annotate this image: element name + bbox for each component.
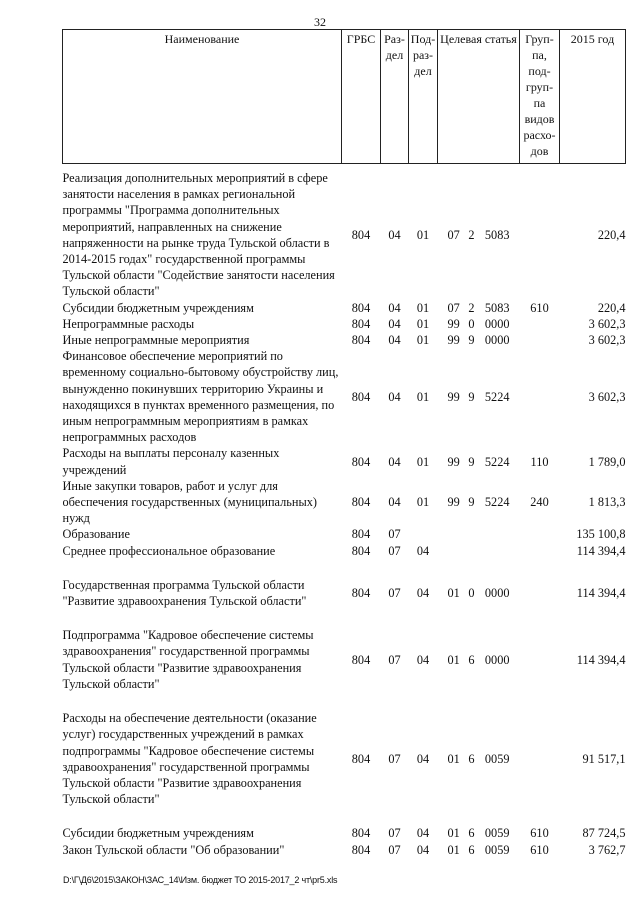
row-grbs: 804: [351, 585, 371, 600]
row-group: [520, 316, 560, 332]
row-grbs: 804: [351, 652, 371, 667]
table-row: [63, 478, 626, 527]
col-header-target: Целевая статья: [438, 30, 520, 164]
row-target-subprogram: 6: [468, 751, 475, 766]
row-razdel: 07: [388, 751, 401, 766]
table-row: [63, 170, 626, 300]
row-name: Субсидии бюджетным учреждениям: [62, 826, 254, 841]
row-name: Иные непрограммные мероприятия: [62, 333, 250, 348]
row-spacer: [63, 692, 626, 710]
row-target-direction: 5083: [484, 300, 510, 315]
row-grbs: 804: [351, 227, 371, 242]
row-amount: 220,4: [597, 300, 626, 315]
row-target-direction: 5224: [484, 495, 510, 510]
table-row: [63, 445, 626, 477]
row-target: [438, 445, 520, 477]
table-row: [63, 348, 626, 445]
row-target: [438, 170, 520, 300]
row-podrazdel: 04: [416, 543, 430, 558]
table-row: [63, 825, 626, 841]
col-header-podrazdel: Под-раз-дел: [409, 30, 438, 164]
row-group: 240: [530, 495, 549, 510]
row-razdel: 04: [388, 227, 401, 242]
row-target-subprogram: 9: [468, 454, 475, 469]
row-target-subprogram: 2: [468, 227, 475, 242]
row-target: [438, 300, 520, 316]
row-group: [520, 348, 560, 445]
row-podrazdel: 01: [416, 300, 430, 315]
row-target-program: 99: [447, 333, 460, 348]
table-row: [63, 526, 626, 542]
row-amount: 3 602,3: [588, 316, 626, 331]
row-group: 110: [530, 454, 549, 469]
file-path-footer: D:\Г\Д6\2015\ЗАКОН\ЗАС_14\Изм. бюджет ТО 2015-2017_2 чт\pr5.xls: [63, 875, 338, 885]
col-header-group: Груп-па, под-груп-па видов расхо-дов: [520, 30, 560, 164]
row-target-subprogram: 0: [468, 585, 475, 600]
col-header-name: Наименование: [63, 30, 342, 164]
row-podrazdel: 01: [416, 454, 430, 469]
row-amount: 220,4: [597, 227, 626, 242]
row-target-subprogram: 9: [468, 333, 475, 348]
row-target: [438, 478, 520, 527]
row-name: Образование: [62, 527, 130, 542]
row-amount: 3 762,7: [588, 842, 626, 857]
row-podrazdel: 04: [416, 842, 430, 857]
table-row: [63, 543, 626, 559]
row-target-subprogram: 6: [468, 826, 475, 841]
row-target-program: 01: [447, 826, 460, 841]
table-row: [63, 842, 626, 858]
row-podrazdel: 04: [416, 751, 430, 766]
row-group: [520, 577, 560, 609]
row-target-program: 01: [447, 585, 460, 600]
row-target: [438, 842, 520, 858]
row-spacer: [63, 609, 626, 627]
row-razdel: 04: [388, 316, 401, 331]
row-target-subprogram: 2: [468, 300, 475, 315]
row-amount: 114 394,4: [576, 585, 626, 600]
page-number: 32: [314, 15, 326, 29]
row-group: [520, 710, 560, 807]
row-name: Закон Тульской области "Об образовании": [62, 842, 285, 857]
row-name: Среднее профессиональное образование: [62, 543, 276, 558]
row-name: Иные закупки товаров, работ и услуг для обеспечения государственных (муниципальных) нужд: [62, 478, 317, 526]
row-grbs: 804: [351, 751, 371, 766]
row-amount: 114 394,4: [576, 543, 626, 558]
row-target-subprogram: 6: [468, 842, 475, 857]
row-target-subprogram: 0: [468, 316, 475, 331]
row-target: [438, 543, 520, 559]
row-razdel: 04: [388, 495, 401, 510]
row-group: [520, 170, 560, 300]
row-group: 610: [530, 826, 549, 841]
row-target-direction: 0000: [484, 333, 510, 348]
row-target-subprogram: 6: [468, 652, 475, 667]
row-target: [438, 526, 520, 542]
row-grbs: 804: [351, 333, 371, 348]
row-amount: 3 602,3: [588, 333, 626, 348]
row-podrazdel: 04: [416, 585, 430, 600]
row-name: Субсидии бюджетным учреждениям: [62, 300, 254, 315]
row-target-program: 07: [447, 227, 460, 242]
row-name: Подпрограмма "Кадровое обеспечение системы здравоохранения" государственной программы Тульской области "Развитие здравоохранения Тульской области": [62, 628, 314, 691]
row-target-direction: 5083: [484, 227, 510, 242]
row-podrazdel: 04: [416, 826, 430, 841]
col-header-year: 2015 год: [560, 30, 626, 164]
row-target: [438, 332, 520, 348]
row-podrazdel: 01: [416, 389, 430, 404]
row-razdel: 04: [388, 389, 401, 404]
row-name: Государственная программа Тульской области "Развитие здравоохранения Тульской области": [62, 577, 307, 609]
row-group: [520, 543, 560, 559]
row-target-program: 01: [447, 751, 460, 766]
row-grbs: 804: [351, 316, 371, 331]
row-grbs: 804: [351, 842, 371, 857]
row-grbs: 804: [351, 454, 371, 469]
row-podrazdel: 01: [416, 333, 430, 348]
row-grbs: 804: [351, 389, 371, 404]
row-target: [438, 316, 520, 332]
row-name: Реализация дополнительных мероприятий в сфере занятости населения в рамках региональной программы "Программа дополнительных мероприятий, направленных на снижение напряженности на рынке труда Тульской области в 2014-2015 годах" государственной программы Тульской области "Содействие занятости населения Тульской области": [62, 171, 335, 299]
row-target-direction: 5224: [484, 454, 510, 469]
row-grbs: 804: [351, 527, 371, 542]
row-razdel: 04: [388, 333, 401, 348]
table-row: [63, 577, 626, 609]
row-amount: 1 789,0: [588, 454, 626, 469]
row-target: [438, 348, 520, 445]
row-razdel: 07: [388, 585, 401, 600]
row-amount: 135 100,8: [576, 527, 626, 542]
table-row: [63, 316, 626, 332]
row-grbs: 804: [351, 826, 371, 841]
row-target-program: 99: [447, 316, 460, 331]
row-podrazdel: 01: [416, 227, 430, 242]
row-target-program: 99: [447, 495, 460, 510]
row-target-subprogram: 9: [468, 389, 475, 404]
row-target-subprogram: 9: [468, 495, 475, 510]
row-target-program: 99: [447, 454, 460, 469]
row-razdel: 07: [388, 842, 401, 857]
row-grbs: 804: [351, 495, 371, 510]
row-target-program: 07: [447, 300, 460, 315]
row-target-direction: 0059: [484, 842, 510, 857]
row-grbs: 804: [351, 300, 371, 315]
row-podrazdel: 04: [416, 652, 430, 667]
row-group: [520, 526, 560, 542]
row-amount: 1 813,3: [588, 495, 626, 510]
table-header-row: [63, 30, 626, 164]
row-razdel: 07: [388, 527, 401, 542]
table-row: [63, 710, 626, 807]
row-amount: 91 517,1: [582, 751, 626, 766]
table-row: [63, 627, 626, 692]
row-razdel: 04: [388, 454, 401, 469]
row-group: 610: [530, 842, 549, 857]
row-spacer: [63, 559, 626, 577]
row-target-direction: 5224: [484, 389, 510, 404]
row-name: Расходы на обеспечение деятельности (оказание услуг) государственных учреждений в рамках подпрограммы "Кадровое обеспечение системы здравоохранения" государственной программы Тульской области "Развитие здравоохранения Тульской области": [62, 711, 317, 807]
row-target-direction: 0000: [484, 585, 510, 600]
col-header-razdel: Раз-дел: [381, 30, 409, 164]
row-target: [438, 627, 520, 692]
row-name: Непрограммные расходы: [62, 316, 195, 331]
table-row: [63, 300, 626, 316]
row-name: Расходы на выплаты персоналу казенных учреждений: [62, 446, 280, 477]
row-razdel: 07: [388, 543, 401, 558]
row-podrazdel: 01: [416, 316, 430, 331]
row-razdel: 04: [388, 300, 401, 315]
row-target-direction: 0059: [484, 826, 510, 841]
row-group: [520, 627, 560, 692]
row-amount: 3 602,3: [588, 389, 626, 404]
row-name: Финансовое обеспечение мероприятий по временному социально-бытовому обустройству лиц, вынужденно покинувших территорию Украины и находящихся в пунктах временного размещения, по иным непрограммным мероприятиям в рамках непрограммных расходов: [62, 349, 339, 445]
row-group: 610: [530, 300, 549, 315]
budget-table: [62, 29, 626, 858]
row-razdel: 07: [388, 826, 401, 841]
row-target: [438, 710, 520, 807]
row-podrazdel: [409, 526, 438, 542]
row-target-program: 01: [447, 842, 460, 857]
row-target-program: 01: [447, 652, 460, 667]
row-grbs: 804: [351, 543, 371, 558]
row-podrazdel: 01: [416, 495, 430, 510]
row-target-program: 99: [447, 389, 460, 404]
row-target: [438, 577, 520, 609]
row-target: [438, 825, 520, 841]
row-target-direction: 0000: [484, 316, 510, 331]
row-spacer: [63, 807, 626, 825]
row-razdel: 07: [388, 652, 401, 667]
row-target-direction: 0000: [484, 652, 510, 667]
row-target-direction: 0059: [484, 751, 510, 766]
table-row: [63, 332, 626, 348]
row-amount: 87 724,5: [582, 826, 626, 841]
row-group: [520, 332, 560, 348]
row-amount: 114 394,4: [576, 652, 626, 667]
col-header-grbs: ГРБС: [342, 30, 381, 164]
